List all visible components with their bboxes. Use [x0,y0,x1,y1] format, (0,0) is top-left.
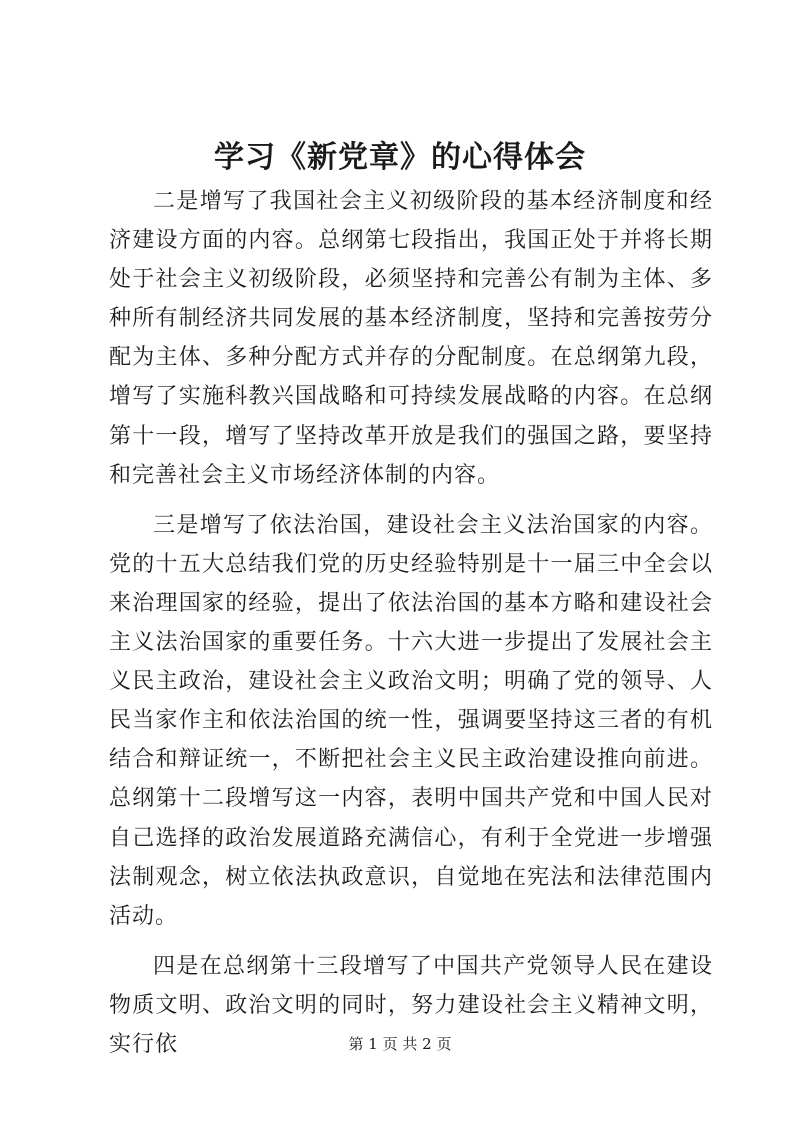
paragraph-1: 二是增写了我国社会主义初级阶段的基本经济制度和经济建设方面的内容。总纲第七段指出，我国正处于并将长期处于社会主义初级阶段，必须坚持和完善公有制为主体、多种所有制经济共同发展的基本经济制度，坚持和完善按劳分配为主体、多种分配方式并存的分配制度。在总纲第九段，增写了实施科教兴国战略和可持续发展战略的内容。在总纲第十一段，增写了坚持改革开放是我们的强国之路，要坚持和完善社会主义市场经济体制的内容。 [109,189,713,488]
page-number-label: 第 1 页 共 2 页 [348,1035,452,1053]
page-title: 学习《新党章》的心得体会 [214,140,586,175]
paragraph-3: 四是在总纲第十三段增写了中国共产党领导人民在建设物质文明、政治文明的同时，努力建设社会主义精神文明，实行依 [109,953,713,1057]
page-footer [0,1034,800,1054]
paragraph-2: 三是增写了依法治国，建设社会主义法治国家的内容。党的十五大总结我们党的历史经验特别是十一届三中全会以来治理国家的经验，提出了依法治国的基本方略和建设社会主义法治国家的重要任务。十六大进一步提出了发展社会主义民主政治，建设社会主义政治文明；明确了党的领导、人民当家作主和依法治国的统一性，强调要坚持这三者的有机结合和辩证统一，不断把社会主义民主政治建设推向前进。总纲第十二段增写这一内容，表明中国共产党和中国人民对自己选择的政治发展道路充满信心，有利于全党进一步增强法制观念，树立依法执政意识，自觉地在宪法和法律范围内活动。 [109,512,713,929]
document-body [109,182,713,1075]
